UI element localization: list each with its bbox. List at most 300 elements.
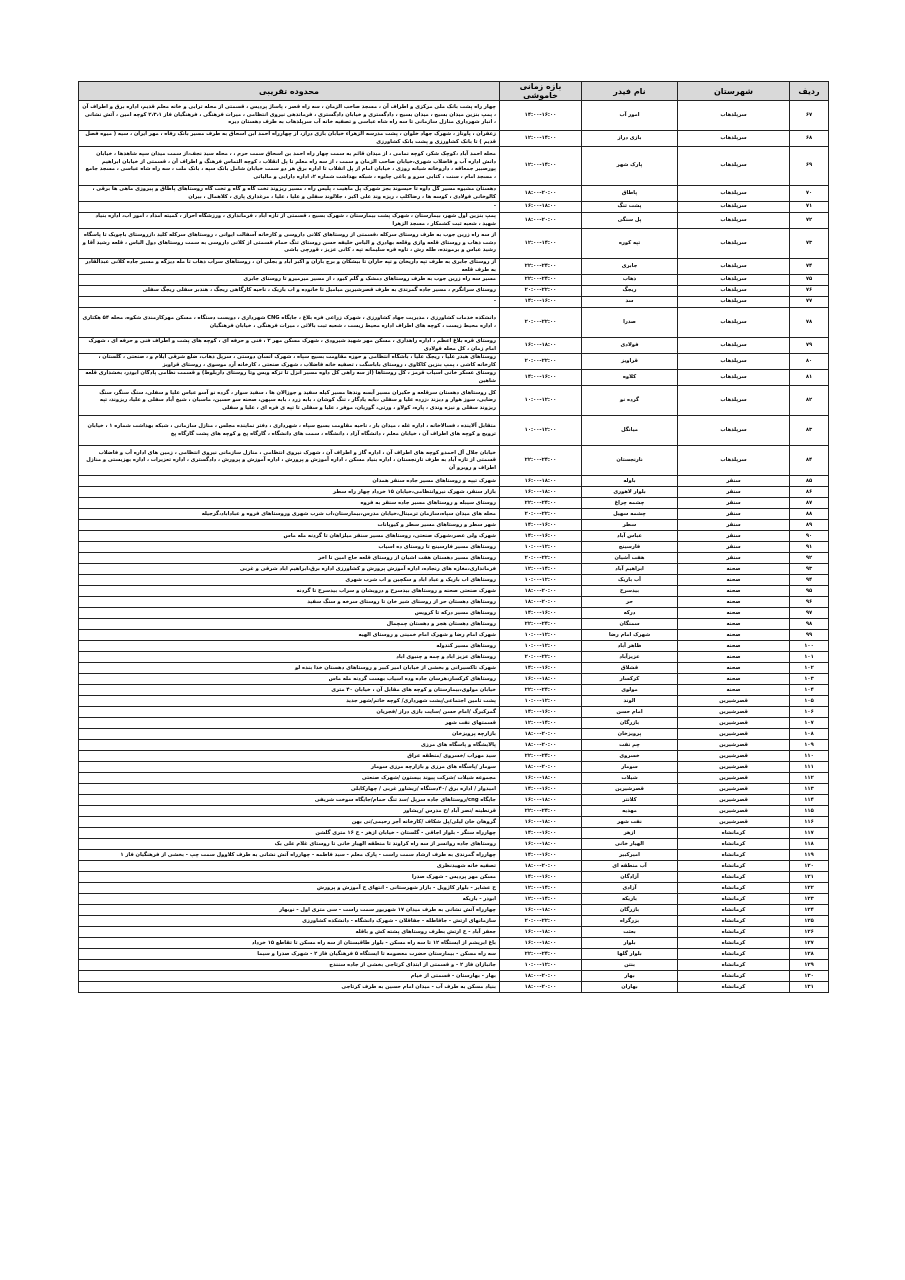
county: کرمانشاه	[678, 927, 790, 938]
outage-time: ۱۴:۰۰-۱۶:۰۰	[500, 531, 582, 542]
county: سنقر	[678, 542, 790, 553]
table-row	[79, 784, 829, 795]
approx-area: پالایشگاه و پاسگاه های مرزی	[79, 740, 500, 751]
table-row	[79, 861, 829, 872]
feeder-name: بلوار لاهوری	[582, 487, 678, 498]
table-row	[79, 131, 829, 147]
outage-time: ۱۸:۰۰-۲۰:۰۰	[500, 586, 582, 597]
approx-area: شهرک امام رضا و شهرک امام خمینی و روستای الهیه	[79, 630, 500, 641]
table-row	[79, 839, 829, 850]
county: صحنه	[678, 586, 790, 597]
county: کرمانشاه	[678, 960, 790, 971]
row-number: ۷۱	[790, 202, 829, 213]
approx-area: بازارچه پرویزخان	[79, 729, 500, 740]
header-feeder-name: نام فیدر	[582, 82, 678, 101]
county: کرمانشاه	[678, 872, 790, 883]
table-row	[79, 202, 829, 213]
feeder-name: الهیار خانی	[582, 839, 678, 850]
table-row	[79, 938, 829, 949]
county: قصرشیرین	[678, 729, 790, 740]
table-row	[79, 641, 829, 652]
row-number: ۷۵	[790, 275, 829, 286]
table-row	[79, 575, 829, 586]
table-row	[79, 751, 829, 762]
row-number: ۱۳۱	[790, 982, 829, 993]
feeder-name: امام حسن	[582, 707, 678, 718]
feeder-name: الوند	[582, 696, 678, 707]
table-row	[79, 960, 829, 971]
table-row	[79, 894, 829, 905]
outage-time: ۱۸:۰۰-۲۰:۰۰	[500, 213, 582, 229]
row-number: ۷۲	[790, 213, 829, 229]
row-number: ۱۲۲	[790, 883, 829, 894]
row-number: ۷۶	[790, 286, 829, 297]
table-row	[79, 597, 829, 608]
row-number: ۶۹	[790, 147, 829, 186]
feeder-name: شیلات	[582, 773, 678, 784]
feeder-name: سمنگان	[582, 619, 678, 630]
approx-area: شهرک تاکسیرانی و بخشی از خیابان امیر کبیر و روستاهای دهستان خدا بنده لو	[79, 663, 500, 674]
county: کرمانشاه	[678, 938, 790, 949]
outage-time: ۱۲:۰۰-۱۴:۰۰	[500, 894, 582, 905]
county: قصرشیرین	[678, 773, 790, 784]
table-header-row	[79, 82, 829, 101]
feeder-name: بازی دراز	[582, 131, 678, 147]
approx-area: شهرک صنعتی صحنه و روستاهای بیدسرخ و درویشان و سراب بیدسرخ تا گردنه	[79, 586, 500, 597]
approx-area: روستاهای هیدر علیا ، ریجگ علیا ، باشگاه انتظامی و حوزه مقاومت بسیج سپاه ، شهرک انسان دوستی ، سرپل ذهاب، ضلع شرقی ایلام و ، صنعتی ، گلستان ، کارخانه کاشی ، پمپ بنزین کاکاوی ، روستای باباسگت ، تصفیه خانه فاضلاب ، شهرک صنعتی ، کارخانه آرد موسوی ، روستای قراویز	[79, 354, 500, 370]
outage-time: ۱۰:۰۰-۱۲:۰۰	[500, 575, 582, 586]
county: سرپلذهاب	[678, 338, 790, 354]
feeder-name: فولادی	[582, 338, 678, 354]
row-number: ۹۶	[790, 597, 829, 608]
row-number: ۱۱۳	[790, 784, 829, 795]
feeder-name: ظاهر آباد	[582, 641, 678, 652]
outage-time: ۲۰:۰۰-۲۲:۰۰	[500, 916, 582, 927]
table-row	[79, 729, 829, 740]
approx-area: مسیر سه راه زرین جوب به طرف روستاهای دمشک و گلم کبود ، از مسیر میرمیرو تا روستای جابری	[79, 275, 500, 286]
feeder-name: چشمه سهیل	[582, 509, 678, 520]
county: کرمانشاه	[678, 861, 790, 872]
county: کرمانشاه	[678, 949, 790, 960]
approx-area: کل روستاهای دهستان سرقلعه و حکیران مسیر آبسه وندها مسیر کیله سفید و جوزالان ها ، سفید سوار ، گرده نو آسو عباس علیا و سفلی، سنگ سنگر، سنگ رضایی، سوز هوار و دیزند ،زرده علیا و سفلی ،بابه یادگار ، تنگ کوشان ، بابه زرد ، بابه سپهن، صحنه سو حسین، ماسبان ، شیخ آباد سفلی و علیا، ریزوند، تپه ریزوند سفلی و نیزه وندی ، پاره، کولاو ، ورتی، گوریان، موفر ، علیا و سفلی تا تپه ی فره ای ، علیا و سفلی	[79, 386, 500, 416]
feeder-name: پرویزخان	[582, 729, 678, 740]
feeder-name: گرده نو	[582, 386, 678, 416]
row-number: ۱۲۰	[790, 861, 829, 872]
outage-time: ۱۶:۰۰-۱۸:۰۰	[500, 487, 582, 498]
approx-area: فرمانداری،مغازه های رنجاده، اداره آموزش پرورش و کشاورزی اداره برق،ابراهیم اباد شرقی و غربی	[79, 564, 500, 575]
table-body	[79, 101, 829, 993]
feeder-name: قراویز	[582, 354, 678, 370]
approx-area: گروهان خان لیلی/پل شکاف /کارخانه آجر رحیمی/نی بهن	[79, 817, 500, 828]
feeder-name: باریکه	[582, 894, 678, 905]
table-row	[79, 883, 829, 894]
table-row	[79, 685, 829, 696]
feeder-name: پارک شهر	[582, 147, 678, 186]
table-row	[79, 476, 829, 487]
row-number: ۸۰	[790, 354, 829, 370]
approx-area: روستاهای مسیر دهستان هفت اشیان از روستای قلعه حاج امین تا اخر	[79, 553, 500, 564]
county: سنقر	[678, 487, 790, 498]
approx-area: مجموعه شیلات /شرکت پیوند بیستون /شهرک صنعتی	[79, 773, 500, 784]
county: سرپلذهاب	[678, 131, 790, 147]
county: کرمانشاه	[678, 839, 790, 850]
outage-time: ۱۴:۰۰-۱۶:۰۰	[500, 707, 582, 718]
outage-time: ۱۶:۰۰-۱۸:۰۰	[500, 817, 582, 828]
approx-area: جعفر آباد - خ ارتش بطرف روستاهای پشته کش و باقله	[79, 927, 500, 938]
feeder-name: صدرا	[582, 308, 678, 338]
table-row	[79, 905, 829, 916]
feeder-name: آب منطقه ای	[582, 861, 678, 872]
county: کرمانشاه	[678, 982, 790, 993]
table-row	[79, 147, 829, 186]
approx-area: سازمانهای ارتش - جاقاطله - جفاقلان - شهرک دانشگاه - دانشکده کشاورزی	[79, 916, 500, 927]
county: صحنه	[678, 663, 790, 674]
approx-area: سه راه مسکن - بیمارستان حضرت معصومه تا ایستگاه ۵ فرهنگیان فاز ۲ - شهرک صدرا و سیما	[79, 949, 500, 960]
approx-area: روستای عسکر خانی آسیاب قرمز ، کل روستاها (از سه راهی کل داوه مسیر انزل تا تزکه ویس وتا روستای داربلوط) و قسمت نظامی پادگان ابوذر، بخشداری قلعه شاهین	[79, 370, 500, 386]
row-number: ۱۲۶	[790, 927, 829, 938]
approx-area: روستاهای اب باریک و عباد اباد و سکچین و اب شرب شهری	[79, 575, 500, 586]
feeder-name: بزرگراه	[582, 916, 678, 927]
feeder-name: عباس آباد	[582, 531, 678, 542]
county: قصرشیرین	[678, 718, 790, 729]
table-row	[79, 916, 829, 927]
feeder-name: هفت آشیان	[582, 553, 678, 564]
approx-area: روستای سرانگرم ، مسیر جاده گمرندی به طرف قصرشیرین میامیل تا خانوده و اب باریک ، ناحیه کارگاهی ریجگ ، هندبر سفلی ریجگ سفلی	[79, 286, 500, 297]
row-number: ۹۸	[790, 619, 829, 630]
county: سرپلذهاب	[678, 186, 790, 202]
county: کرمانشاه	[678, 828, 790, 839]
feeder-name: خسروی	[582, 751, 678, 762]
outage-time: ۱۶:۰۰-۱۸:۰۰	[500, 773, 582, 784]
row-number: ۱۰۱	[790, 652, 829, 663]
outage-time: ۱۸:۰۰-۲۰:۰۰	[500, 861, 582, 872]
outage-time: ۱۸:۰۰-۲۰:۰۰	[500, 729, 582, 740]
table-row	[79, 795, 829, 806]
table-row	[79, 229, 829, 259]
table-row	[79, 949, 829, 960]
row-number: ۱۲۷	[790, 938, 829, 949]
row-number: ۷۸	[790, 308, 829, 338]
approx-area: متقابل آلاینده ، فسالاخانه ، اداره غله ، میدان بار ، ناحیه مقاومت بسیج سپاه ، شهرداری ، دفتر نماینده مجلس ، منازل سازمانی ، شبکه بهداشت شماره ۱ ، خیابان ترویج و کوچه های اطراف آن ، خیابان معلم ، دانشگاه آزاد ، دانشگاه ، سمت های دانشگاه ، گارگاه پخ و کوچه های پشت گارگاه پخ	[79, 416, 500, 446]
feeder-name: آب باریک	[582, 575, 678, 586]
outage-time: ۲۲:۰۰-۲۴:۰۰	[500, 446, 582, 476]
approx-area: بازار سنقر، شهرک نیروانتظامی،خیابان ۱۵ خرداد چهار راه سطر	[79, 487, 500, 498]
row-number: ۹۳	[790, 564, 829, 575]
table-row	[79, 186, 829, 202]
table-row	[79, 773, 829, 784]
header-row-number: ردیف	[790, 82, 829, 101]
county: صحنه	[678, 674, 790, 685]
row-number: ۱۱۷	[790, 828, 829, 839]
county: سرپلذهاب	[678, 308, 790, 338]
outage-time: ۱۲:۰۰-۱۴:۰۰	[500, 883, 582, 894]
row-number: ۹۹	[790, 630, 829, 641]
approx-area: روستاهای جاده روانسر از سه راه کراوند تا منطقه الهیار خانی تا روستای غلام علی بک	[79, 839, 500, 850]
row-number: ۱۲۱	[790, 872, 829, 883]
outage-time: ۱۴:۰۰-۱۶:۰۰	[500, 520, 582, 531]
row-number: ۸۳	[790, 416, 829, 446]
table-row	[79, 674, 829, 685]
outage-time: ۱۴:۰۰-۱۶:۰۰	[500, 828, 582, 839]
outage-time: ۲۲:۰۰-۲۴:۰۰	[500, 806, 582, 817]
county: سرپلذهاب	[678, 101, 790, 131]
county: قصرشیرین	[678, 762, 790, 773]
approx-area: از روستای جابری به طرف تپه داریخان و تپه حاران تا بیشکان و برج باران و اکبر آباد و بجلی ان ، روستاهای سراب ذهاب تا مله دیزگه و مسیر جاده کلانی عبدالقادر به طرف قلعه	[79, 259, 500, 275]
table-row	[79, 101, 829, 131]
outage-time: ۱۰:۰۰-۱۲:۰۰	[500, 641, 582, 652]
county: سنقر	[678, 531, 790, 542]
outage-time: ۱۶:۰۰-۱۸:۰۰	[500, 938, 582, 949]
approx-area: روستاهای دهستان هجر و دهستان چمچمال	[79, 619, 500, 630]
county: صحنه	[678, 641, 790, 652]
county: قصرشیرین	[678, 784, 790, 795]
table-row	[79, 509, 829, 520]
table-row	[79, 297, 829, 308]
outage-time: ۲۰:۰۰-۲۲:۰۰	[500, 652, 582, 663]
approx-area: سید مهراب /خسروی /منطقه عراق	[79, 751, 500, 762]
approx-area: باغ ابریشم از ایستگاه ۱۲ تا سه راه مسکن - بلوار طاقبستان از سه راه مسکن تا تقاطع ۱۵ خرداد	[79, 938, 500, 949]
table-row	[79, 446, 829, 476]
approx-area: روستاهای مسیر فارسینج تا روستای ده اسیاب	[79, 542, 500, 553]
county: سنقر	[678, 476, 790, 487]
row-number: ۸۷	[790, 498, 829, 509]
row-number: ۸۵	[790, 476, 829, 487]
approx-area: سومار /پاسگاه های مرزی و بازارچه مرزی سومار	[79, 762, 500, 773]
feeder-name: ازهر	[582, 828, 678, 839]
outage-time: ۱۶:۰۰-۱۸:۰۰	[500, 202, 582, 213]
outage-time: ۲۰:۰۰-۲۲:۰۰	[500, 553, 582, 564]
outage-time: ۱۴:۰۰-۱۶:۰۰	[500, 297, 582, 308]
outage-time: ۱۰:۰۰-۱۲:۰۰	[500, 416, 582, 446]
outage-time: ۱۴:۰۰-۱۶:۰۰	[500, 608, 582, 619]
approx-area: روستاهای کرکسار،هرسان جاده وده اسیاب بهست گردنه مله ماس	[79, 674, 500, 685]
outage-schedule-document	[78, 81, 828, 993]
feeder-name: فارسینج	[582, 542, 678, 553]
approx-area: شهر سطر و روستاهای مسیر سطر و کیوپانات	[79, 520, 500, 531]
header-outage-time: بازه زمانی خاموشی	[500, 82, 582, 101]
outage-time: ۲۲:۰۰-۲۴:۰۰	[500, 619, 582, 630]
table-row	[79, 718, 829, 729]
county: سرپلذهاب	[678, 370, 790, 386]
outage-time: ۱۸:۰۰-۲۰:۰۰	[500, 186, 582, 202]
table-row	[79, 696, 829, 707]
row-number: ۱۰۸	[790, 729, 829, 740]
row-number: ۹۱	[790, 542, 829, 553]
table-row	[79, 308, 829, 338]
row-number: ۱۰۳	[790, 674, 829, 685]
outage-time: ۱۴:۰۰-۱۶:۰۰	[500, 370, 582, 386]
feeder-name: باوله	[582, 476, 678, 487]
feeder-name: نفت شهر	[582, 817, 678, 828]
approx-area: شهرک تیپه و روستاهای مسیر جاده سنقر همدان	[79, 476, 500, 487]
row-number: ۱۱۹	[790, 850, 829, 861]
table-row	[79, 707, 829, 718]
row-number: ۱۰۰	[790, 641, 829, 652]
approx-area: روستای قره بلاغ اعظم ، اداره راهداری ، مسکن مهر شهید شیرودی ، شهرک مسکن مهر ۲ ، فنی و حرفه ای ، کوچه های پشت و اطراف فنی و حرفه ای ، شهرک امام زمان ، کل محله فولادی	[79, 338, 500, 354]
county: کرمانشاه	[678, 850, 790, 861]
approx-area: قسمتهای نفت شهر	[79, 718, 500, 729]
outage-time: ۱۲:۰۰-۱۴:۰۰	[500, 229, 582, 259]
table-row	[79, 416, 829, 446]
outage-time: ۱۶:۰۰-۱۸:۰۰	[500, 927, 582, 938]
table-row	[79, 982, 829, 993]
approx-area: پمپ بنزین اول شهر، بیمارستان ، شهرک پشت بیمارستان ، شهرک بسیج ، قسمتی از تازه آباد ، فرمانداری ، ورزشگاه احراز ، کمیته امداد ، امور آب، اداره بنیاد شهید ، شعبه ثبت کشمکار ، مسجد الزهرا	[79, 213, 500, 229]
approx-area: روستاهای عزیز اباد و چمه و چنبوی اباد	[79, 652, 500, 663]
approx-area: قرنطینه /نصر آباد /خ مدرس /ریشاور	[79, 806, 500, 817]
feeder-name: کلانتر	[582, 795, 678, 806]
county: کرمانشاه	[678, 894, 790, 905]
table-row	[79, 806, 829, 817]
feeder-name: بهار	[582, 971, 678, 982]
outage-time: ۲۲:۰۰-۲۴:۰۰	[500, 751, 582, 762]
row-number: ۱۰۴	[790, 685, 829, 696]
county: صحنه	[678, 685, 790, 696]
row-number: ۱۰۲	[790, 663, 829, 674]
row-number: ۷۴	[790, 259, 829, 275]
approx-area: جایگاه cng/روستاهای جاده سرپل /سد تنگ حمام/جایگاه سوخت شریفی	[79, 795, 500, 806]
outage-time: ۱۶:۰۰-۱۸:۰۰	[500, 338, 582, 354]
feeder-name: چشمه چراغ	[582, 498, 678, 509]
outage-time: ۱۴:۰۰-۱۶:۰۰	[500, 101, 582, 131]
approx-area: -	[79, 202, 500, 213]
county: قصرشیرین	[678, 795, 790, 806]
county: قصرشیرین	[678, 806, 790, 817]
header-approx-area: محدوده تقریبی	[79, 82, 500, 101]
feeder-name: درکه	[582, 608, 678, 619]
approx-area: خیابان جلال آل احمدو کوچه های اطراف آن ، اداره گاز و اطراف آن ، شهرک نیروی انتظامی ، منازل سازمانی نیروی انتظامی ، زمین های اداره آب و فاضلاب قسمتی از تازه آباد به طرف تارنجستان ، اداره بنیاد مسکن ، اداره آموزش و پرورش ، اداره آموزش و پرورش ، دادگستری ، اداره تعزیرات ، اداره بهزیستی و منازل اطراف و روبرو آن	[79, 446, 500, 476]
county: قصرشیرین	[678, 696, 790, 707]
feeder-name: ریجگ	[582, 286, 678, 297]
table-row	[79, 553, 829, 564]
county: سرپلذهاب	[678, 286, 790, 297]
table-row	[79, 630, 829, 641]
table-row	[79, 354, 829, 370]
table-row	[79, 872, 829, 883]
county: سرپلذهاب	[678, 147, 790, 186]
table-row	[79, 663, 829, 674]
county: سنقر	[678, 509, 790, 520]
feeder-name: بلوار	[582, 938, 678, 949]
row-number: ۱۲۹	[790, 960, 829, 971]
approx-area: جانبازان فاز ۲ - و قسمتی از ابتدای کرتاجی بخشی از جاده سنندج	[79, 960, 500, 971]
table-row	[79, 370, 829, 386]
row-number: ۷۳	[790, 229, 829, 259]
feeder-name: سطر	[582, 520, 678, 531]
county: قصرشیرین	[678, 707, 790, 718]
county: کرمانشاه	[678, 916, 790, 927]
county: سرپلذهاب	[678, 259, 790, 275]
county: صحنه	[678, 652, 790, 663]
outage-time: ۱۶:۰۰-۱۸:۰۰	[500, 476, 582, 487]
feeder-name: بازرگان	[582, 905, 678, 916]
county: سنقر	[678, 553, 790, 564]
outage-time: ۱۰:۰۰-۱۲:۰۰	[500, 696, 582, 707]
approx-area: تصفیه خانه شهیدنظری	[79, 861, 500, 872]
feeder-name: جابری	[582, 259, 678, 275]
row-number: ۱۲۸	[790, 949, 829, 960]
outage-time: ۲۰:۰۰-۲۲:۰۰	[500, 354, 582, 370]
feeder-name: کلاوه	[582, 370, 678, 386]
approx-area: روستاهای مسیر کندوله	[79, 641, 500, 652]
row-number: ۷۹	[790, 338, 829, 354]
outage-schedule-table	[78, 81, 829, 993]
feeder-name: کرکسار	[582, 674, 678, 685]
county: سرپلذهاب	[678, 275, 790, 286]
outage-time: ۱۸:۰۰-۲۰:۰۰	[500, 597, 582, 608]
approx-area: روستاهای مسیر درکه تا کرویس	[79, 608, 500, 619]
county: صحنه	[678, 619, 790, 630]
table-row	[79, 542, 829, 553]
row-number: ۱۲۳	[790, 894, 829, 905]
county: سرپلذهاب	[678, 416, 790, 446]
approx-area: زعفران ، پاوناز ، شهرک جهاد خلوان ، پشت مدرسه الزهراء خیابان بازی دراز، از چهارراه احمد ابن اسحاق به طرف مسیر بانک رفاه ، مهر ایران ، سیه ( میوه فصل قدیم ) تا بانک کشاورزی و پشت بانک کشاورزی	[79, 131, 500, 147]
table-row	[79, 213, 829, 229]
outage-time: ۱۰:۰۰-۱۲:۰۰	[500, 630, 582, 641]
outage-time: ۲۲:۰۰-۲۴:۰۰	[500, 498, 582, 509]
outage-time: ۱۸:۰۰-۲۰:۰۰	[500, 982, 582, 993]
outage-time: ۲۰:۰۰-۲۲:۰۰	[500, 308, 582, 338]
approx-area: چهارراه سنگر - بلوار اجاقی - گلستان - خیابان ازهر - خ ۱۶ متری گلشن	[79, 828, 500, 839]
row-number: ۱۱۲	[790, 773, 829, 784]
approx-area: پشت تامین اجتماعی/پشت شهرداری/ کوچه خاتم/شهر جدید	[79, 696, 500, 707]
county: صحنه	[678, 597, 790, 608]
county: قصرشیرین	[678, 740, 790, 751]
approx-area: چهارراه گمرندی به طرف ارشاد سمت راست - پارک معلم - سید فاطمه - چهارراه آتش نشانی به طرف کلاوول سمت چپ - بخشی از فرهنگیان فاز ۱	[79, 850, 500, 861]
table-row	[79, 487, 829, 498]
row-number: ۱۱۵	[790, 806, 829, 817]
outage-time: ۲۲:۰۰-۲۴:۰۰	[500, 275, 582, 286]
outage-time: ۱۲:۰۰-۱۴:۰۰	[500, 147, 582, 186]
table-row	[79, 619, 829, 630]
row-number: ۱۲۵	[790, 916, 829, 927]
outage-time: ۱۴:۰۰-۱۶:۰۰	[500, 663, 582, 674]
county: صحنه	[678, 575, 790, 586]
feeder-name: سومار	[582, 762, 678, 773]
approx-area: ابوذر - باریکه	[79, 894, 500, 905]
approx-area: چهارراه آتش نشانی به طرف میدان ۱۷ شهریور سمت راست - سی متری اول - نوبهار	[79, 905, 500, 916]
table-row	[79, 828, 829, 839]
table-row	[79, 608, 829, 619]
feeder-name: بنتن	[582, 960, 678, 971]
approx-area: دانشکده خدمات کشاورزی ، مدیریت جهاد کشاورزی ، شهرک زراعی فره بلاغ ، جایگاه CNG شهرداری ، دویست دستگاه ، مسکن مهرکارمندی شکوه، محله ۵۴ هکتاری ، اداره محیط زیست ، کوچه های اطراف اداره محیط زیست ، شعبه ثبت بالائی ، میراث فرهنگی ، خیابان فرهنگیان	[79, 308, 500, 338]
approx-area: گمرکبرگ /امام حسن /سایت بازی دراز /فجریان	[79, 707, 500, 718]
feeder-name: قصرشیرین	[582, 784, 678, 795]
row-number: ۱۳۰	[790, 971, 829, 982]
outage-time: ۱۲:۰۰-۱۴:۰۰	[500, 564, 582, 575]
row-number: ۹۷	[790, 608, 829, 619]
table-row	[79, 520, 829, 531]
row-number: ۸۱	[790, 370, 829, 386]
approx-area: چهار راه پشت بانک ملی مرکزی و اطراف آن ، مسجد صاحب الزمان ، سه راه قصر ، پاساژ پردیس ، قسمتی از محله ترابی و خانه معلم قدیم، اداره برق و اطراف آن ، پمپ بنزین میدان بسیج ، میدان بسیج ، دادگستری و خیابان دادگستری ، فرماندهی نیروی انتظامی ، میراث فرهنگی ، فرهنگیان فاز ۲،۳،۱ کوچه امین ، آتش نشانی ، انبار شهرداری منازل سازمانی تا سه راه شاه عباسی و تصفیه خانه آب سرپلذهاب به طرف دهستان دیره	[79, 101, 500, 131]
feeder-name: بلوار گلها	[582, 949, 678, 960]
approx-area: -	[79, 297, 500, 308]
county: سرپلذهاب	[678, 386, 790, 416]
outage-time: ۱۴:۰۰-۱۶:۰۰	[500, 784, 582, 795]
table-row	[79, 531, 829, 542]
row-number: ۸۴	[790, 446, 829, 476]
outage-time: ۱۴:۰۰-۱۶:۰۰	[500, 850, 582, 861]
outage-time: ۲۰:۰۰-۲۲:۰۰	[500, 286, 582, 297]
outage-time: ۲۰:۰۰-۲۲:۰۰	[500, 509, 582, 520]
outage-time: ۱۰:۰۰-۱۲:۰۰	[500, 386, 582, 416]
outage-time: ۱۸:۰۰-۲۰:۰۰	[500, 740, 582, 751]
table-row	[79, 286, 829, 297]
approx-area: خ عشایر - بلوار کاژویل - بازار شهرستانی - انتهای خ آموزش و پرورش	[79, 883, 500, 894]
feeder-name: پل سنگی	[582, 213, 678, 229]
approx-area: بنیاد مسکن به طرف آب - میدان امام حسین به طرف کرتاجی	[79, 982, 500, 993]
county: سرپلذهاب	[678, 229, 790, 259]
approx-area: خیابان مولوی،بیمارستان و کوچه های مقابل آن ، خیابان ۴۰ متری	[79, 685, 500, 696]
